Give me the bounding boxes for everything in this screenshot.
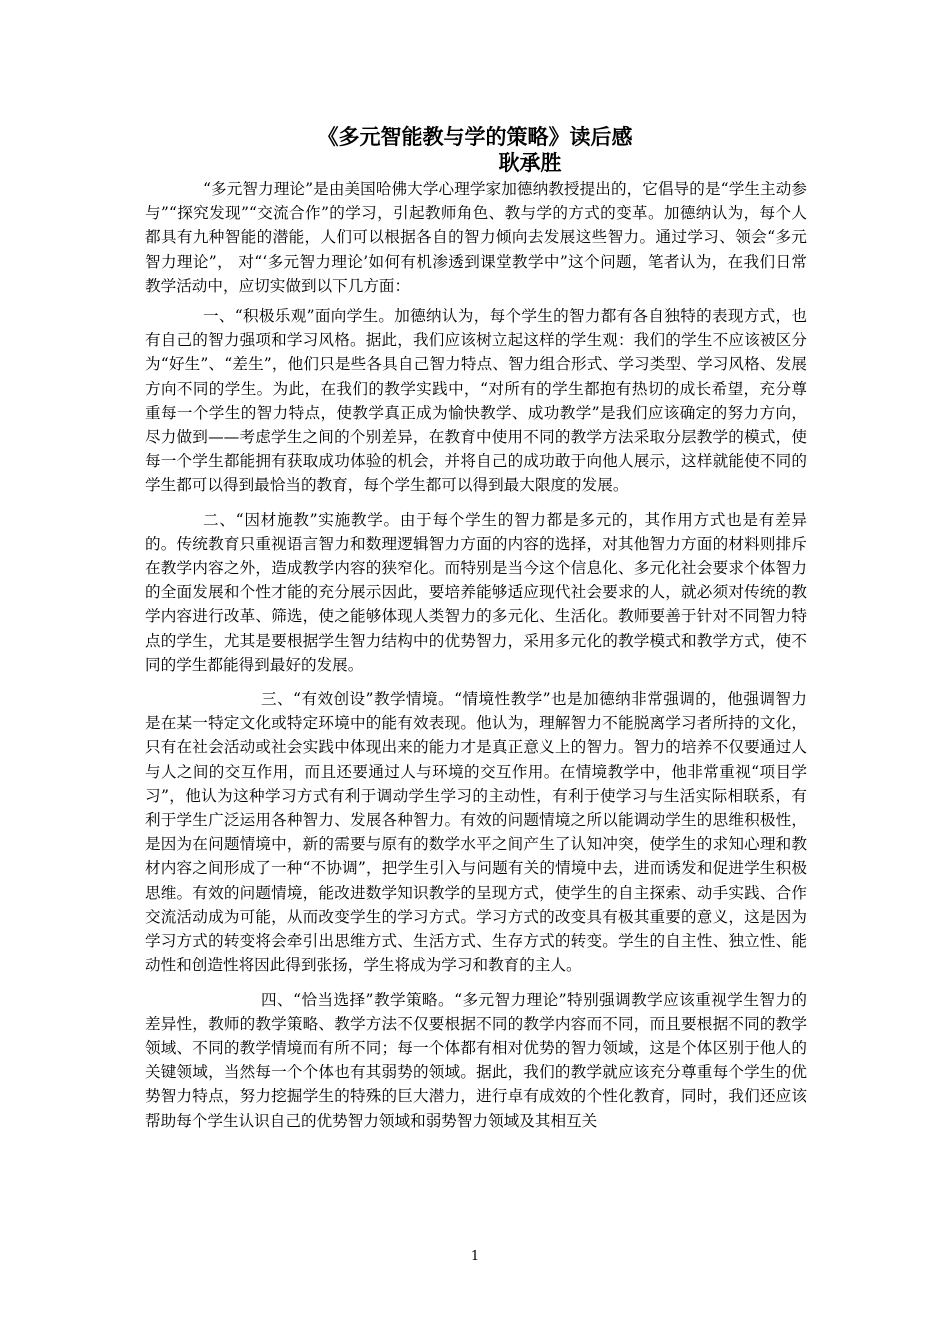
section-3-paragraph: 三、“有效创设”教学情境。“情境性教学”也是加德纳非常强调的，他强调智力是在某一特定文化或特定环境中的能有效表现。他认为，理解智力不能脱离学习者所持的文化，只有在社会活动或社会实践中体现出来的能力才是真正意义上的智力。智力的培养不仅要通过人与人之间的交互作用，而且还要通过人与环境的交互作用。在情境教学中，他非常重视“项目学习”，他认为这种学习方式有利于调动学生学习的主动性，有利于使学习与生活实际相联系，有利于学生广泛运用各种智力、发展各种智力。有效的问题情境之所以能调动学生的思维积极性，是因为在问题情境中，新的需要与原有的数学水平之间产生了认知冲突，使学生的求知心理和教材内容之间形成了一种“不协调”，把学生引入与问题有关的情境中去，进而诱发和促进学生积极思维。有效的问题情境，能改进数学知识教学的呈现方式，使学生的自主探索、动手实践、合作交流活动成为可能，从而改变学生的学习方式。学习方式的改变具有极其重要的意义，这是因为学习方式的转变将会牵引出思维方式、生活方式、生存方式的转变。学生的自主性、独立性、能动性和创造性将因此得到张扬，学生将成为学习和教育的主人。	[145, 690, 807, 975]
section-1-paragraph: 一、“积极乐观”面向学生。加德纳认为，每个学生的智力都有各自独特的表现方式，也有自己的智力强项和学习风格。据此，我们应该树立起这样的学生观：我们的学生不应该被区分为“好生”、“差生”，他们只是些各具自己智力特点、智力组合形式、学习类型、学习风格、发展方向不同的学生。为此，在我们的教学实践中，“对所有的学生都抱有热切的成长希望，充分尊重每一个学生的智力特点，使教学真正成为愉快教学、成功教学”是我们应该确定的努力方向，尽力做到——考虑学生之间的个别差异，在教育中使用不同的教学方法采取分层教学的模式，使每一个学生都能拥有获取成功体验的机会，并将自己的成功敢于向他人展示，这样就能使不同的学生都可以得到最恰当的教育，每个学生都可以得到最大限度的发展。	[145, 307, 807, 495]
document-body	[145, 177, 807, 1133]
document-title: 《多元智能教与学的策略》读后感	[317, 125, 633, 149]
section-2-paragraph: 二、“因材施教”实施教学。由于每个学生的智力都是多元的，其作用方式也是有差异的。传统教育只重视语言智力和数理逻辑智力方面的内容的选择，对其他智力方面的材料则排斥在教学内容之外，造成教学内容的狭窄化。而特别是当今这个信息化、多元化社会要求个体智力的全面发展和个性才能的充分展示因此，要培养能够适应现代社会要求的人，就必须对传统的教学内容进行改革、筛选，使之能够体现人类智力的多元化、生活化。教师要善于针对不同智力特点的学生，尤其是要根据学生智力结构中的优势智力，采用多元化的教学模式和教学方式，使不同的学生都能得到最好的发展。	[145, 510, 807, 674]
intro-paragraph: “多元智力理论”是由美国哈佛大学心理学家加德纳教授提出的，它倡导的是“学生主动参与”“探究发现”“交流合作”的学习，引起教师角色、教与学的方式的变革。加德纳认为，每个人都具有九种智能的潜能，人们可以根据各自的智力倾向去发展这些智力。通过学习、领会“多元智力理论”， 对“‘多元智力理论’如何有机渗透到课堂教学中”这个问题，笔者认为，在我们日常教学活动中，应切实做到以下几方面：	[145, 180, 807, 295]
page-number: 1	[470, 1249, 480, 1264]
section-4-paragraph: 四、“恰当选择”教学策略。“多元智力理论”特别强调教学应该重视学生智力的差异性，教师的教学策略、教学方法不仅要根据不同的教学内容而不同，而且要根据不同的教学领域、不同的教学情境而有所不同；每一个体都有相对优势的智力领域，这是个体区别于他人的关键领域，当然每一个个体也有其弱势的领域。据此，我们的教学就应该充分尊重每个学生的优势智力特点，努力挖掘学生的特殊的巨大潜力，进行卓有成效的个性化教育，同时，我们还应该帮助每个学生认识自己的优势智力领域和弱势智力领域及其相互关	[145, 990, 807, 1130]
author-name: 耿承胜	[498, 151, 562, 175]
